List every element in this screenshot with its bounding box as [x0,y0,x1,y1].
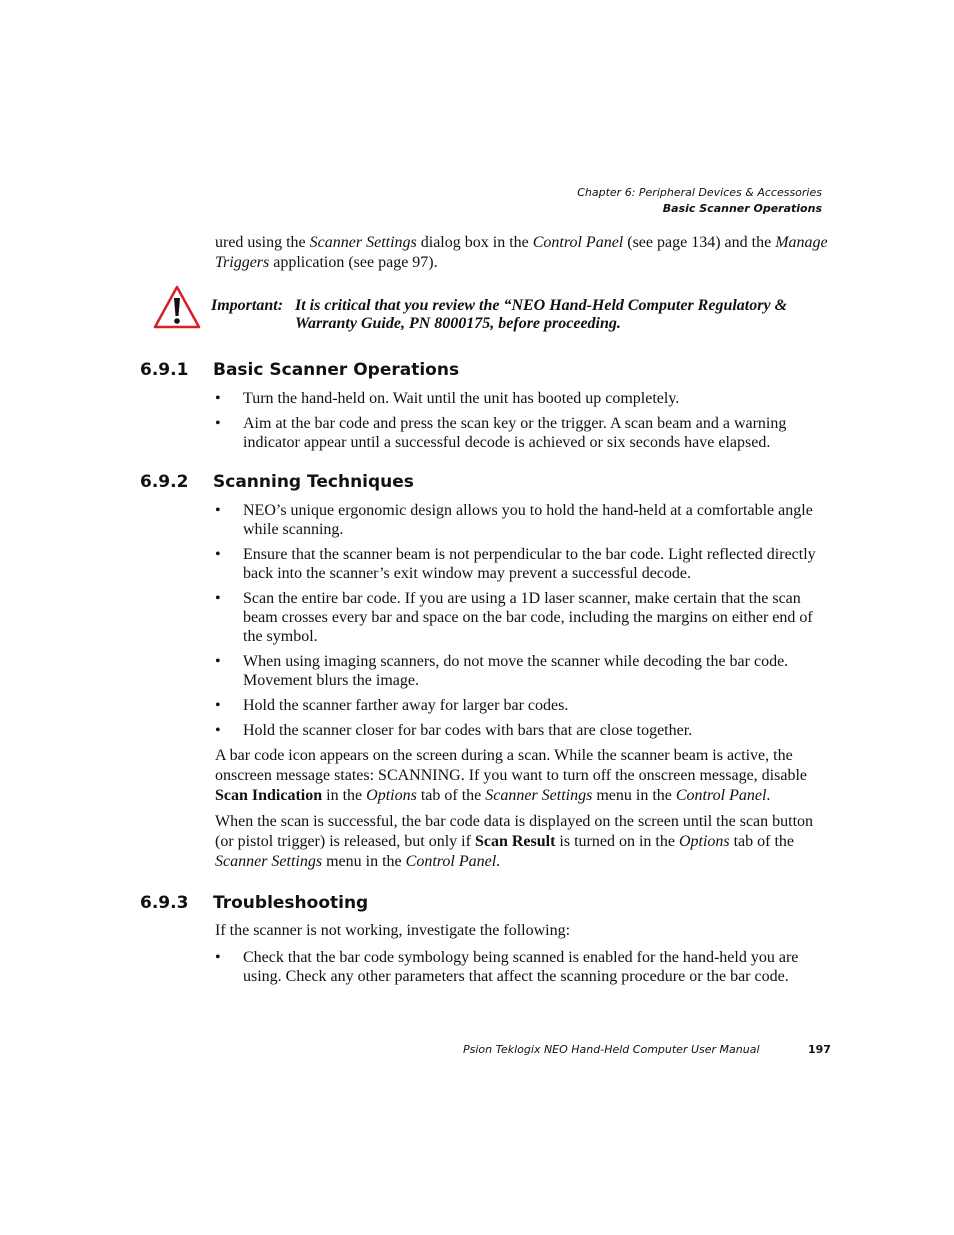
text: application (see page 97). [269,254,438,271]
section-title: Basic Scanner Operations [662,202,822,215]
heading-title: Scanning Techniques [213,472,414,492]
ref-scan-result: Scan Result [474,833,556,850]
scan-result-paragraph [215,812,829,872]
list-item: • When using imaging scanners, do not move the scanner while decoding the bar code. Movement blurs the image. [215,652,835,690]
text: . [496,853,501,870]
heading-title: Basic Scanner Operations [213,360,460,380]
ref-options: Options [366,787,417,804]
text: tab of the [416,787,486,804]
heading-title: Troubleshooting [213,893,369,913]
important-label: Important: [211,297,284,314]
ref-control-panel: Control Panel [532,234,624,251]
text: (see page 134) and the [623,234,776,251]
heading-6-9-1 [140,360,459,380]
ref-scanner-settings: Scanner Settings [215,853,323,870]
list-item: • Hold the scanner closer for bar codes with bars that are close together. [215,721,835,740]
list-item: • Check that the bar code symbology being scanned is enabled for the hand-held you are using. Check any other parameters that affect the scanning procedure or the bar code. [215,948,835,986]
important-line-2: Warranty Guide, PN 8000175, before proceeding. [295,315,621,332]
running-header [577,185,822,217]
text: tab of the [729,833,795,850]
ref-control-panel: Control Panel [405,853,497,870]
heading-number: 6.9.3 [140,893,189,913]
list-item: • Aim at the bar code and press the scan key or the trigger. A scan beam and a warning indicator appear until a successful decode is achieved or six seconds have elapsed. [215,414,835,452]
text: . [766,787,771,804]
footer-title: Psion Teklogix NEO Hand-Held Computer User Manual [463,1043,760,1056]
ref-scanner-settings: Scanner Settings [309,234,417,251]
section-6-9-2-body [215,501,835,878]
list-item: • Scan the entire bar code. If you are using a 1D laser scanner, make certain that the scan beam crosses every bar and space on the bar code, including the margins on either end of the symbol. [215,589,835,646]
text: menu in the [592,787,676,804]
text: When the scan is successful, the bar code data is displayed on the screen until the scan button (or pistol trigger) is released, but only if [215,813,814,850]
warning-triangle-icon [152,284,202,330]
heading-number: 6.9.2 [140,472,189,492]
ref-options: Options [678,833,730,850]
list-item: • NEO’s unique ergonomic design allows you to hold the hand-held at a comfortable angle while scanning. [215,501,835,539]
bullet-list-6-9-2 [215,501,835,740]
ref-control-panel: Control Panel [675,787,767,804]
ref-manage-triggers: Manage Triggers [215,234,828,271]
scan-indication-paragraph [215,746,829,806]
intro-paragraph [215,233,829,273]
bullet-list-6-9-3 [215,948,835,992]
heading-number: 6.9.1 [140,360,189,380]
text: is turned on in the [555,833,679,850]
important-text [211,297,831,333]
bullet-list-6-9-1 [215,389,835,458]
chapter-title: Chapter 6: Peripheral Devices & Accessories [577,186,822,199]
important-notice [152,284,842,336]
list-item: • Ensure that the scanner beam is not perpendicular to the bar code. Light reflected directly back into the scanner’s exit window may prevent a successful decode. [215,545,835,583]
text: ured using the [215,234,310,251]
text: A bar code icon appears on the screen during a scan. While the scanner beam is active, the onscreen message states: SCANNING. If you want to turn off the onscreen message, disable [215,747,807,784]
page-number: 197 [808,1043,831,1056]
heading-6-9-3 [140,893,368,913]
list-item: • Hold the scanner farther away for larger bar codes. [215,696,835,715]
list-item: • Turn the hand-held on. Wait until the unit has booted up completely. [215,389,835,408]
ref-scan-indication: Scan Indication [215,787,323,804]
important-line-1: It is critical that you review the “NEO Hand-Held Computer Regulatory & [295,297,788,314]
ref-scanner-settings: Scanner Settings [485,787,593,804]
text: in the [322,787,367,804]
text: menu in the [322,853,406,870]
troubleshooting-intro: If the scanner is not working, investigate the following: [215,922,571,939]
text: dialog box in the [416,234,533,251]
heading-6-9-2 [140,472,414,492]
